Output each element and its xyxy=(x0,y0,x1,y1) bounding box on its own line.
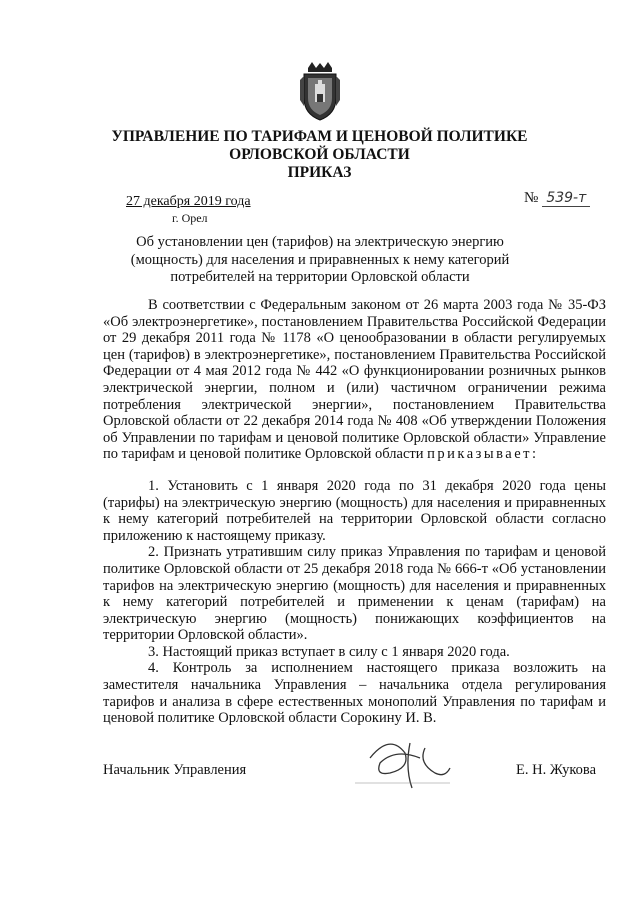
order-number-value: 539-т xyxy=(542,190,590,207)
order-date: 27 декабря 2019 года xyxy=(126,194,251,209)
number-sign: № xyxy=(524,190,539,206)
document-header xyxy=(0,128,639,182)
order-body xyxy=(103,297,606,727)
agency-name-line1: УПРАВЛЕНИЕ ПО ТАРИФАМ И ЦЕНОВОЙ ПОЛИТИКЕ xyxy=(111,128,528,145)
agency-name-line2: ОРЛОВСКОЙ ОБЛАСТИ xyxy=(229,146,410,163)
document-type: ПРИКАЗ xyxy=(287,164,352,181)
order-item-3: 3. Настоящий приказ вступает в силу с 1 января 2020 года. xyxy=(148,643,510,660)
preamble-text: В соответствии с Федеральным законом от 26 марта 2003 года № 35-ФЗ «Об электроэнергетике», постановлением Правительства Российской Федерации от 29 декабря 2011 года № 1178 «О ценообразовании в области регулируемых цен (тарифов) в электроэнергетике», постановлением Правительства Российской Федерации от 4 мая 2012 года № 442 «О функционировании розничных рынков электрической энергии, полном и (или) частичном ограничении режима потребления электрической энергии», постановлением Правительства Орловской области от 22 декабря 2014 года № 408 «Об утверждении Положения об Управлении по тарифам и ценовой политике Орловской области» Управление по тарифам и ценовой политике Орловской области xyxy=(103,297,606,463)
order-word: приказывает: xyxy=(427,446,539,463)
order-item-2: 2. Признать утратившим силу приказ Управления по тарифам и ценовой политике Орловской области от 25 декабря 2018 года № 666-т «Об установлении тарифов на электрическую энергию (мощность) для населения и приравненных к нему категорий потребителей и применении к ценам (тарифам) на электрическую энергию (мощность) понижающих коэффициентов на территории Орловской области». xyxy=(103,544,606,644)
order-title: Об установлении цен (тарифов) на электрическую энергию (мощность) для населения и приравненных к нему категорий потребителей на территории Орловской области xyxy=(130,234,510,285)
signatory-position: Начальник Управления xyxy=(103,762,247,778)
order-city: г. Орел xyxy=(172,211,208,225)
order-number xyxy=(524,190,590,207)
order-item-1: 1. Установить с 1 января 2020 года по 31 декабря 2020 года цены (тарифы) на электрическую энергию (мощность) для населения и приравненных к нему категорий потребителей на территории Орловской области согласно приложению к настоящему приказу. xyxy=(103,477,606,544)
handwritten-signature xyxy=(350,728,460,798)
coat-of-arms-icon xyxy=(298,60,342,122)
order-item-4: 4. Контроль за исполнением настоящего приказа возложить на заместителя начальника Управления – начальника отдела регулирования тарифов и анализа в сфере естественных монополий Управления по тарифам и ценовой политике Орловской области Сорокину И. В. xyxy=(103,660,606,727)
signatory-name: Е. Н. Жукова xyxy=(516,762,597,778)
preamble-paragraph xyxy=(103,297,606,463)
